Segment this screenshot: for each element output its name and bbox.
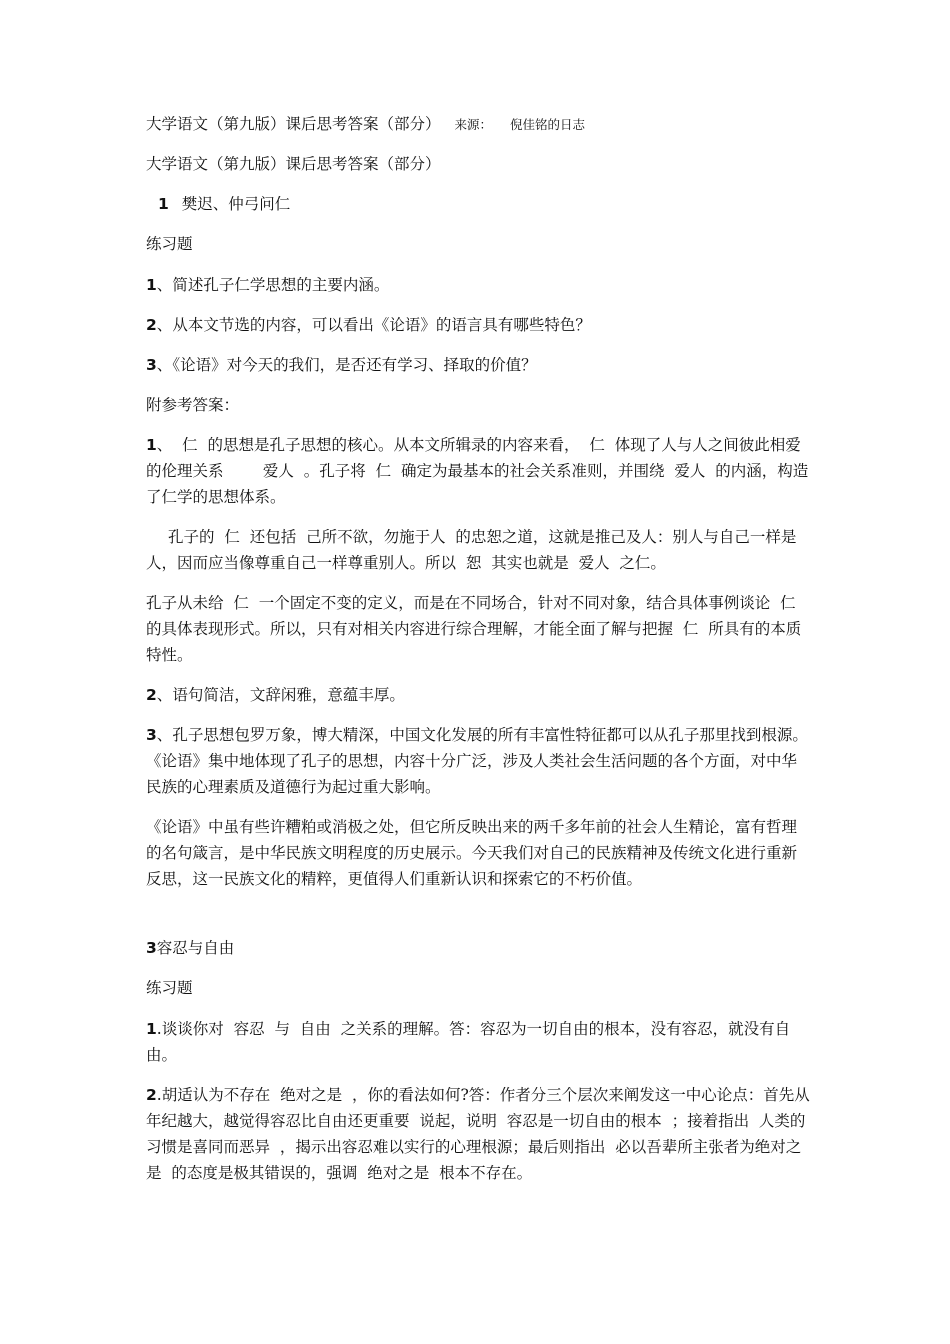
item-sep: . (156, 1020, 162, 1038)
source-name: 倪佳铭的日志 (510, 117, 586, 132)
document-header (146, 112, 810, 134)
source-label: 来源： (454, 117, 493, 132)
section-number: 1 (158, 195, 169, 213)
exercise-label: 练习题 (146, 235, 193, 253)
answer-number: 2 (146, 686, 157, 704)
question-1 (146, 272, 810, 298)
answer-number: 3 (146, 726, 157, 744)
item-sep: . (156, 1086, 162, 1104)
question-sep: 、 (156, 356, 173, 374)
answer-text: 仁 的思想是孔子思想的核心。从本文所辑录的内容来看， 仁 体现了人与人之间彼此相爱的伦理关系 爱人 。孔子将 仁 确定为最基本的社会关系准则，并围绕 爱人 的内涵，构造了仁学的思想体系。 (146, 436, 809, 506)
question-number: 3 (146, 356, 157, 374)
question-sep: 、 (156, 316, 173, 334)
question-number: 1 (146, 276, 157, 294)
question-text: 简述孔子仁学思想的主要内涵。 (172, 276, 390, 294)
answer-2 (146, 682, 810, 708)
header-title: 大学语文（第九版）课后思考答案（部分） (146, 115, 441, 133)
item-text: 胡适认为不存在 绝对之是 ，你的看法如何?答：作者分三个层次来阐发这一中心论点：首先从 年纪越大，越觉得容忍比自由还更重要 说起，说明 容忍是一切自由的根本 ；接着指出 人类的习惯是喜同而恶异 ，揭示出容忍难以实行的心理根源；最后则指出 必以吾辈所主张者为绝对之是 的态度是极其错误的，强调 绝对之是 根本不存在。 (146, 1086, 820, 1182)
question-number: 2 (146, 316, 157, 334)
question-2 (146, 312, 810, 338)
answer-sep: 、 (156, 726, 173, 744)
answer-1-para-2: 孔子的 仁 还包括 己所不欲，勿施于人 的忠恕之道，这就是推己及人：别人与自己一样是人，因而应当像尊重自己一样尊重别人。所以 恕 其实也就是 爱人 之仁。 (146, 528, 797, 572)
answer-sep: 、 (156, 436, 173, 454)
section-spacer (146, 906, 810, 936)
item-number: 1 (146, 1020, 157, 1038)
item-1 (146, 1016, 810, 1068)
document-subtitle: 大学语文（第九版）课后思考答案（部分） (146, 155, 441, 173)
question-sep: 、 (156, 276, 173, 294)
answer-3-para-2: 《论语》中虽有些许糟粕或消极之处，但它所反映出来的两千多年前的社会人生精论，富有哲理的名句箴言，是中华民族文明程度的历史展示。今天我们对自己的民族精神及传统文化进行重新反思，这一民族文化的精粹，更值得人们重新认识和探索它的不朽价值。 (146, 818, 798, 888)
section-heading-3 (146, 936, 810, 958)
document-page (146, 112, 820, 1200)
answer-3 (146, 722, 810, 800)
item-2 (146, 1082, 820, 1186)
answer-text: 语句简洁，文辞闲雅，意蕴丰厚。 (172, 686, 405, 704)
section-heading-1 (146, 192, 810, 214)
answer-label: 附参考答案： (146, 396, 240, 414)
answer-text: 孔子思想包罗万象，博大精深，中国文化发展的所有丰富性特征都可以从孔子那里找到根源。《论语》集中地体现了孔子的思想，内容十分广泛，涉及人类社会生活问题的各个方面，对中华民族的心理素质及道德行为起过重大影响。 (146, 726, 808, 796)
section-title: 容忍与自由 (156, 939, 235, 957)
question-3 (146, 352, 810, 378)
question-text: 从本文节选的内容，可以看出《论语》的语言具有哪些特色？ (172, 316, 591, 334)
answer-number: 1 (146, 436, 157, 454)
section-title: 樊迟、仲弓问仁 (181, 195, 291, 213)
section-number: 3 (146, 939, 157, 957)
question-text: 《论语》对今天的我们，是否还有学习、择取的价值？ (172, 356, 537, 374)
answer-sep: 、 (156, 686, 173, 704)
exercise-label: 练习题 (146, 979, 193, 997)
item-number: 2 (146, 1086, 157, 1104)
answer-1 (146, 432, 810, 510)
item-text: 谈谈你对 容忍 与 自由 之关系的理解。答：容忍为一切自由的根本，没有容忍，就没有自由。 (146, 1020, 791, 1064)
answer-1-para-3: 孔子从未给 仁 一个固定不变的定义，而是在不同场合，针对不同对象，结合具体事例谈论 仁 的具体表现形式。所以，只有对相关内容进行综合理解，才能全面了解与把握 仁 所具有的本质特性。 (146, 594, 806, 664)
